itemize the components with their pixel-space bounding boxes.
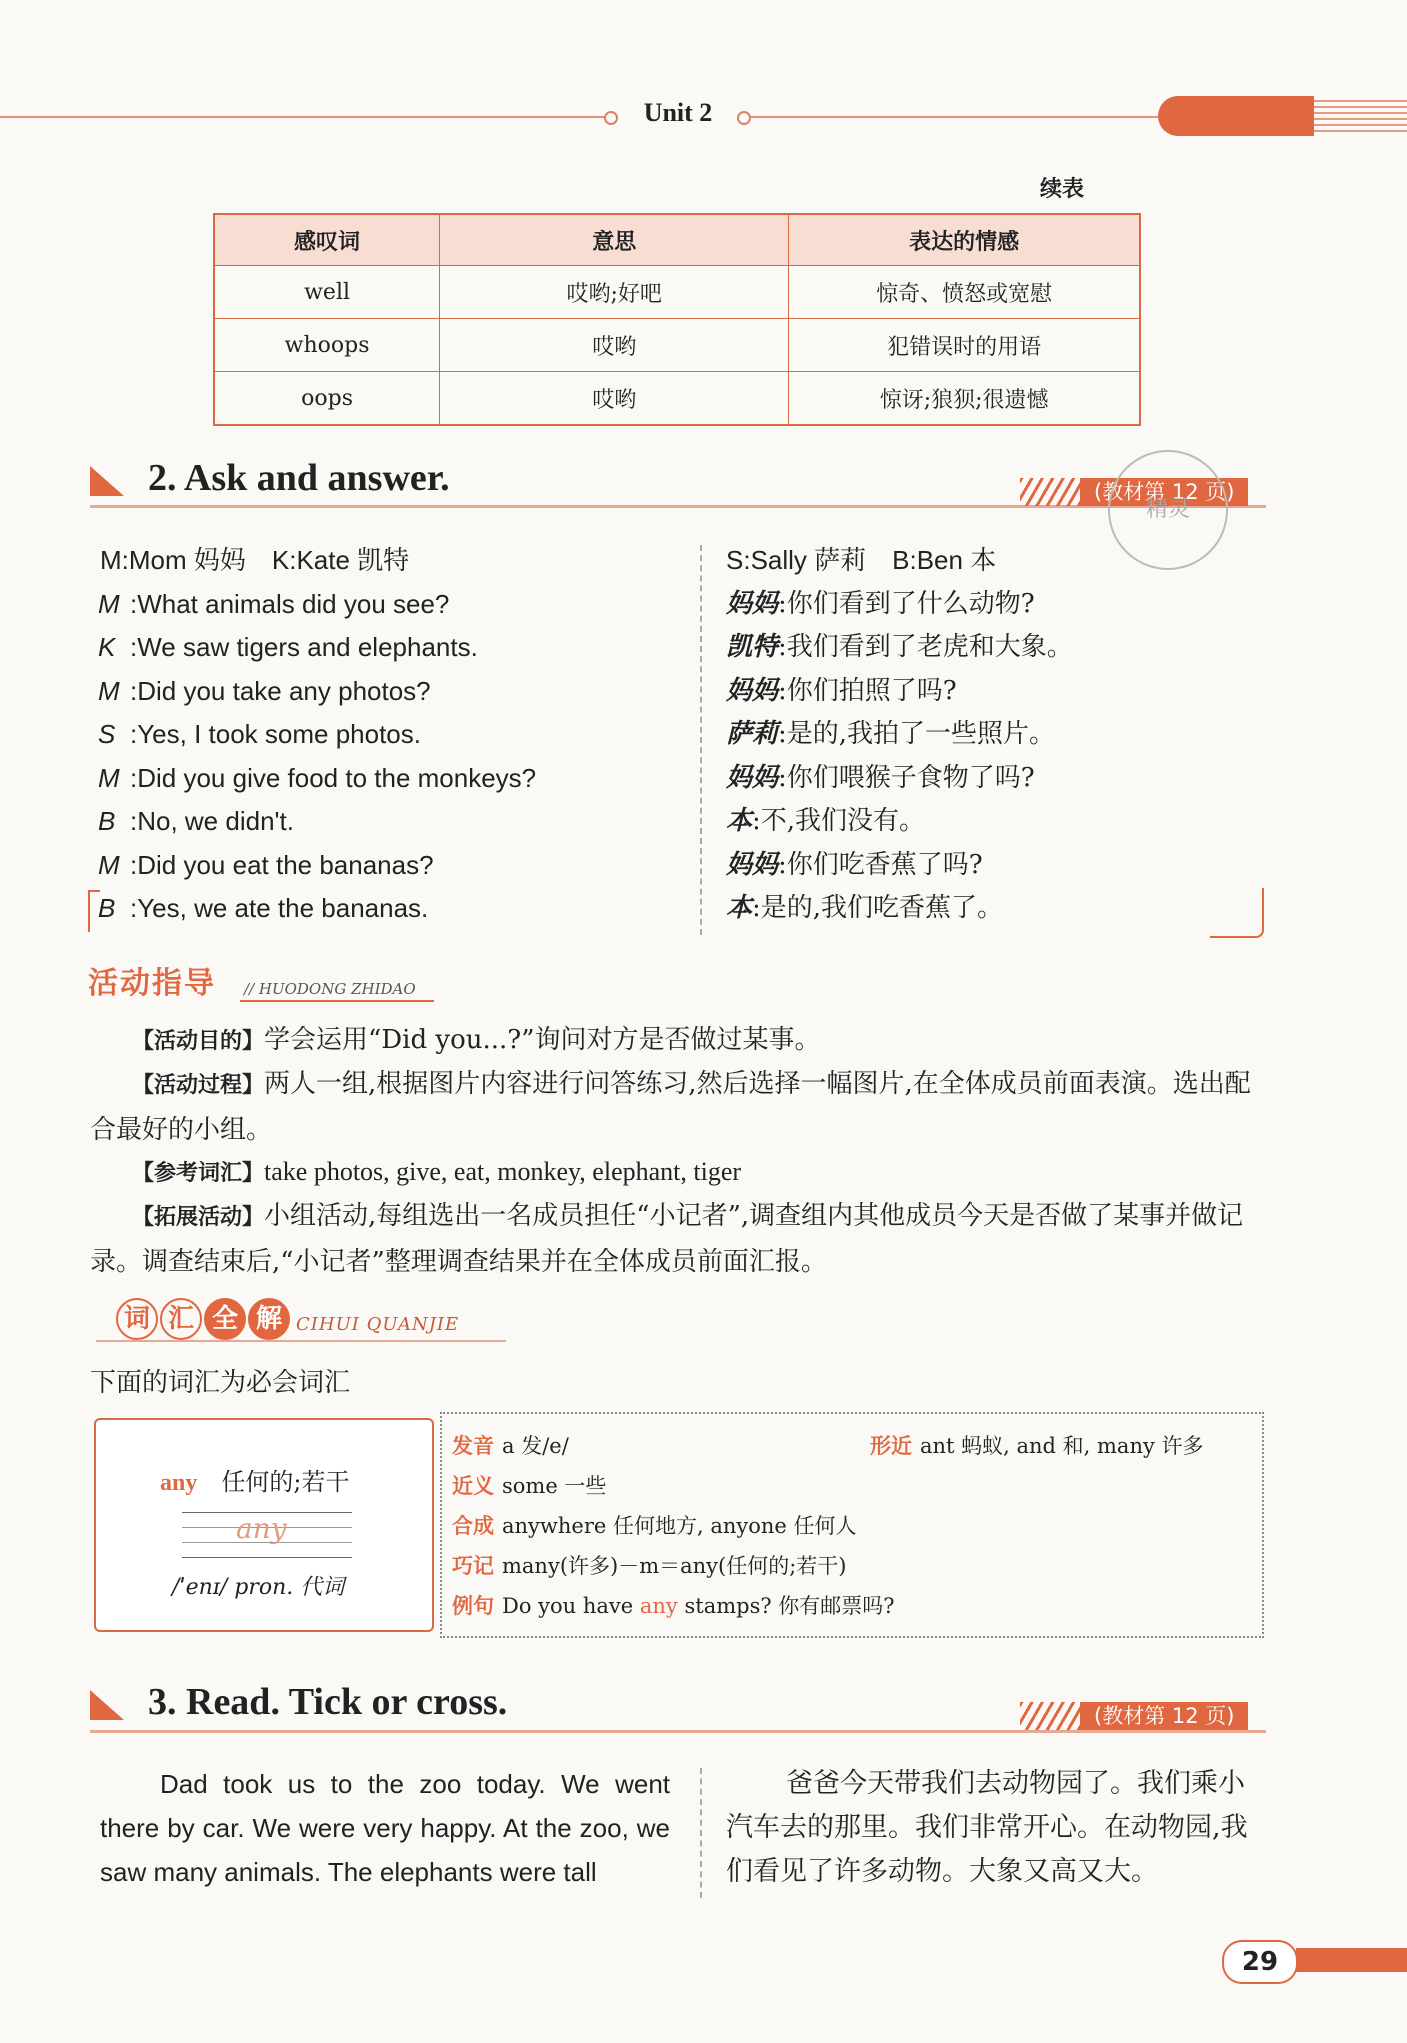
page-number-bar <box>1296 1948 1407 1972</box>
dialogue-line: B :Yes, we ate the bananas. <box>98 893 429 923</box>
watermark-stamp: 精灵 <box>1108 450 1228 570</box>
table-header-cell: 表达的情感 <box>789 214 1140 266</box>
section3-rule <box>90 1730 1266 1733</box>
table-row <box>214 266 1140 319</box>
word-phonetic: /ˈenɪ/ pron. 代词 <box>172 1575 345 1600</box>
word-headword: any 任何的;若干 <box>160 1468 350 1496</box>
header-dot-right <box>737 111 751 125</box>
table-cell: 惊讶;狼狈;很遗憾 <box>789 372 1140 426</box>
dialogue-line-cn: 妈妈:你们吃香蕉了吗? <box>726 850 983 880</box>
activity-underline <box>240 1000 434 1002</box>
activity-extension: 【拓展活动】小组活动,每组选出一名成员担任“小记者”,调查组内其他成员今天是否做了某事并做记录。调查结束后,“小记者”整理调查结果并在全体成员前面汇报。 <box>90 1201 1244 1277</box>
activity-badge: 活动指导 <box>88 966 216 1001</box>
vocab-underline <box>96 1340 506 1342</box>
page-number: 29 <box>1222 1940 1298 1984</box>
vocab-subtitle: CIHUI QUANJIE <box>296 1314 460 1335</box>
vocab-badge <box>116 1298 292 1340</box>
word-info-box <box>440 1412 1264 1638</box>
roles-left: M:Mom 妈妈 K:Kate 凯特 <box>100 545 410 575</box>
dialogue-line-cn: 妈妈:你们喂猴子食物了吗? <box>726 763 1035 793</box>
vocab-badge-char: 汇 <box>160 1298 202 1340</box>
info-row: 近义 some 一些 <box>452 1474 607 1498</box>
header-rule-right <box>750 116 1158 118</box>
table-header-cell: 感叹词 <box>214 214 440 266</box>
table-row <box>214 319 1140 372</box>
dialogue-line-cn: 凯特:我们看到了老虎和大象。 <box>726 632 1073 662</box>
dialogue-line: S :Yes, I took some photos. <box>98 719 421 749</box>
handwriting-sample: any <box>236 1512 287 1545</box>
activity-purpose: 【活动目的】学会运用“Did you...?”询问对方是否做过某事。 <box>132 1025 821 1055</box>
table-row <box>214 372 1140 426</box>
bracket-left <box>88 890 100 932</box>
dialogue-line: M :Did you eat the bananas? <box>98 850 434 880</box>
vocab-intro: 下面的词汇为必会词汇 <box>90 1368 351 1398</box>
table-cell: 哎哟 <box>440 372 789 426</box>
header-stripes <box>1314 100 1407 132</box>
dialogue-line: B :No, we didn't. <box>98 806 294 836</box>
word-card <box>94 1418 434 1632</box>
table-cell: 哎哟;好吧 <box>440 266 789 319</box>
dialogue-line-cn: 本:是的,我们吃香蕉了。 <box>726 893 1004 923</box>
section2-title: 2. Ask and answer. <box>148 457 450 499</box>
table-cell: 哎哟 <box>440 319 789 372</box>
vocab-badge-char: 解 <box>248 1298 290 1340</box>
unit-title: Unit 2 <box>643 98 713 127</box>
dialogue-line-cn: 萨莉:是的,我拍了一些照片。 <box>726 719 1056 749</box>
bracket-right <box>1210 888 1264 938</box>
section3-title: 3. Read. Tick or cross. <box>148 1681 508 1723</box>
story-divider <box>700 1768 702 1898</box>
story-chinese: 爸爸今天带我们去动物园了。我们乘小汽车去的那里。我们非常开心。在动物园,我们看见了许多动物。大象又高又大。 <box>726 1768 1248 1887</box>
section-marker-icon <box>90 1690 124 1720</box>
interjection-table <box>213 213 1141 426</box>
table-cell: 犯错误时的用语 <box>789 319 1140 372</box>
info-row: 例句 Do you have any stamps? 你有邮票吗? <box>452 1594 895 1618</box>
roles-right: S:Sally 萨莉 B:Ben 本 <box>726 545 997 575</box>
dialogue-line: K :We saw tigers and elephants. <box>98 632 478 662</box>
story-english: Dad took us to the zoo today. We went there by car. We were very happy. At the zoo, we saw many animals. The elephants were tall <box>100 1769 670 1887</box>
section2-tag-stripes <box>1020 478 1080 506</box>
section3-page-tag: (教材第 12 页) <box>1080 1702 1248 1730</box>
dialogue-line-cn: 妈妈:你们拍照了吗? <box>726 676 957 706</box>
column-divider <box>700 545 702 935</box>
activity-subtitle: // HUODONG ZHIDAO <box>244 980 416 998</box>
table-header-cell: 意思 <box>440 214 789 266</box>
header-tab <box>1158 96 1314 136</box>
table-cell: oops <box>214 372 440 426</box>
info-row: 巧记 many(许多)－m＝any(任何的;若干) <box>452 1554 847 1578</box>
dialogue-line: M :Did you give food to the monkeys? <box>98 763 537 793</box>
section3-tag-stripes <box>1020 1702 1080 1730</box>
dialogue-line: M :What animals did you see? <box>98 589 450 619</box>
vocab-badge-char: 词 <box>116 1298 158 1340</box>
table-header-row <box>214 214 1140 266</box>
table-cell: whoops <box>214 319 440 372</box>
table-cell: well <box>214 266 440 319</box>
activity-process: 【活动过程】两人一组,根据图片内容进行问答练习,然后选择一幅图片,在全体成员前面表演。选出配合最好的小组。 <box>90 1069 1251 1145</box>
section2-page-tag: (教材第 12 页) <box>1080 478 1248 506</box>
dialogue-line-cn: 本:不,我们没有。 <box>726 806 926 836</box>
continued-label: 续表 <box>1040 177 1085 202</box>
dialogue-line: M :Did you take any photos? <box>98 676 431 706</box>
info-row-similar: 形近 ant 蚂蚁, and 和, many 许多 <box>870 1434 1204 1458</box>
section-marker-icon <box>90 466 124 496</box>
info-row: 发音 a 发/e/ <box>452 1434 569 1458</box>
table-cell: 惊奇、愤怒或宽慰 <box>789 266 1140 319</box>
dialogue-line-cn: 妈妈:你们看到了什么动物? <box>726 589 1035 619</box>
activity-reference: 【参考词汇】take photos, give, eat, monkey, elephant, tiger <box>132 1157 742 1186</box>
info-row: 合成 anywhere 任何地方, anyone 任何人 <box>452 1514 857 1538</box>
vocab-badge-char: 全 <box>204 1298 246 1340</box>
